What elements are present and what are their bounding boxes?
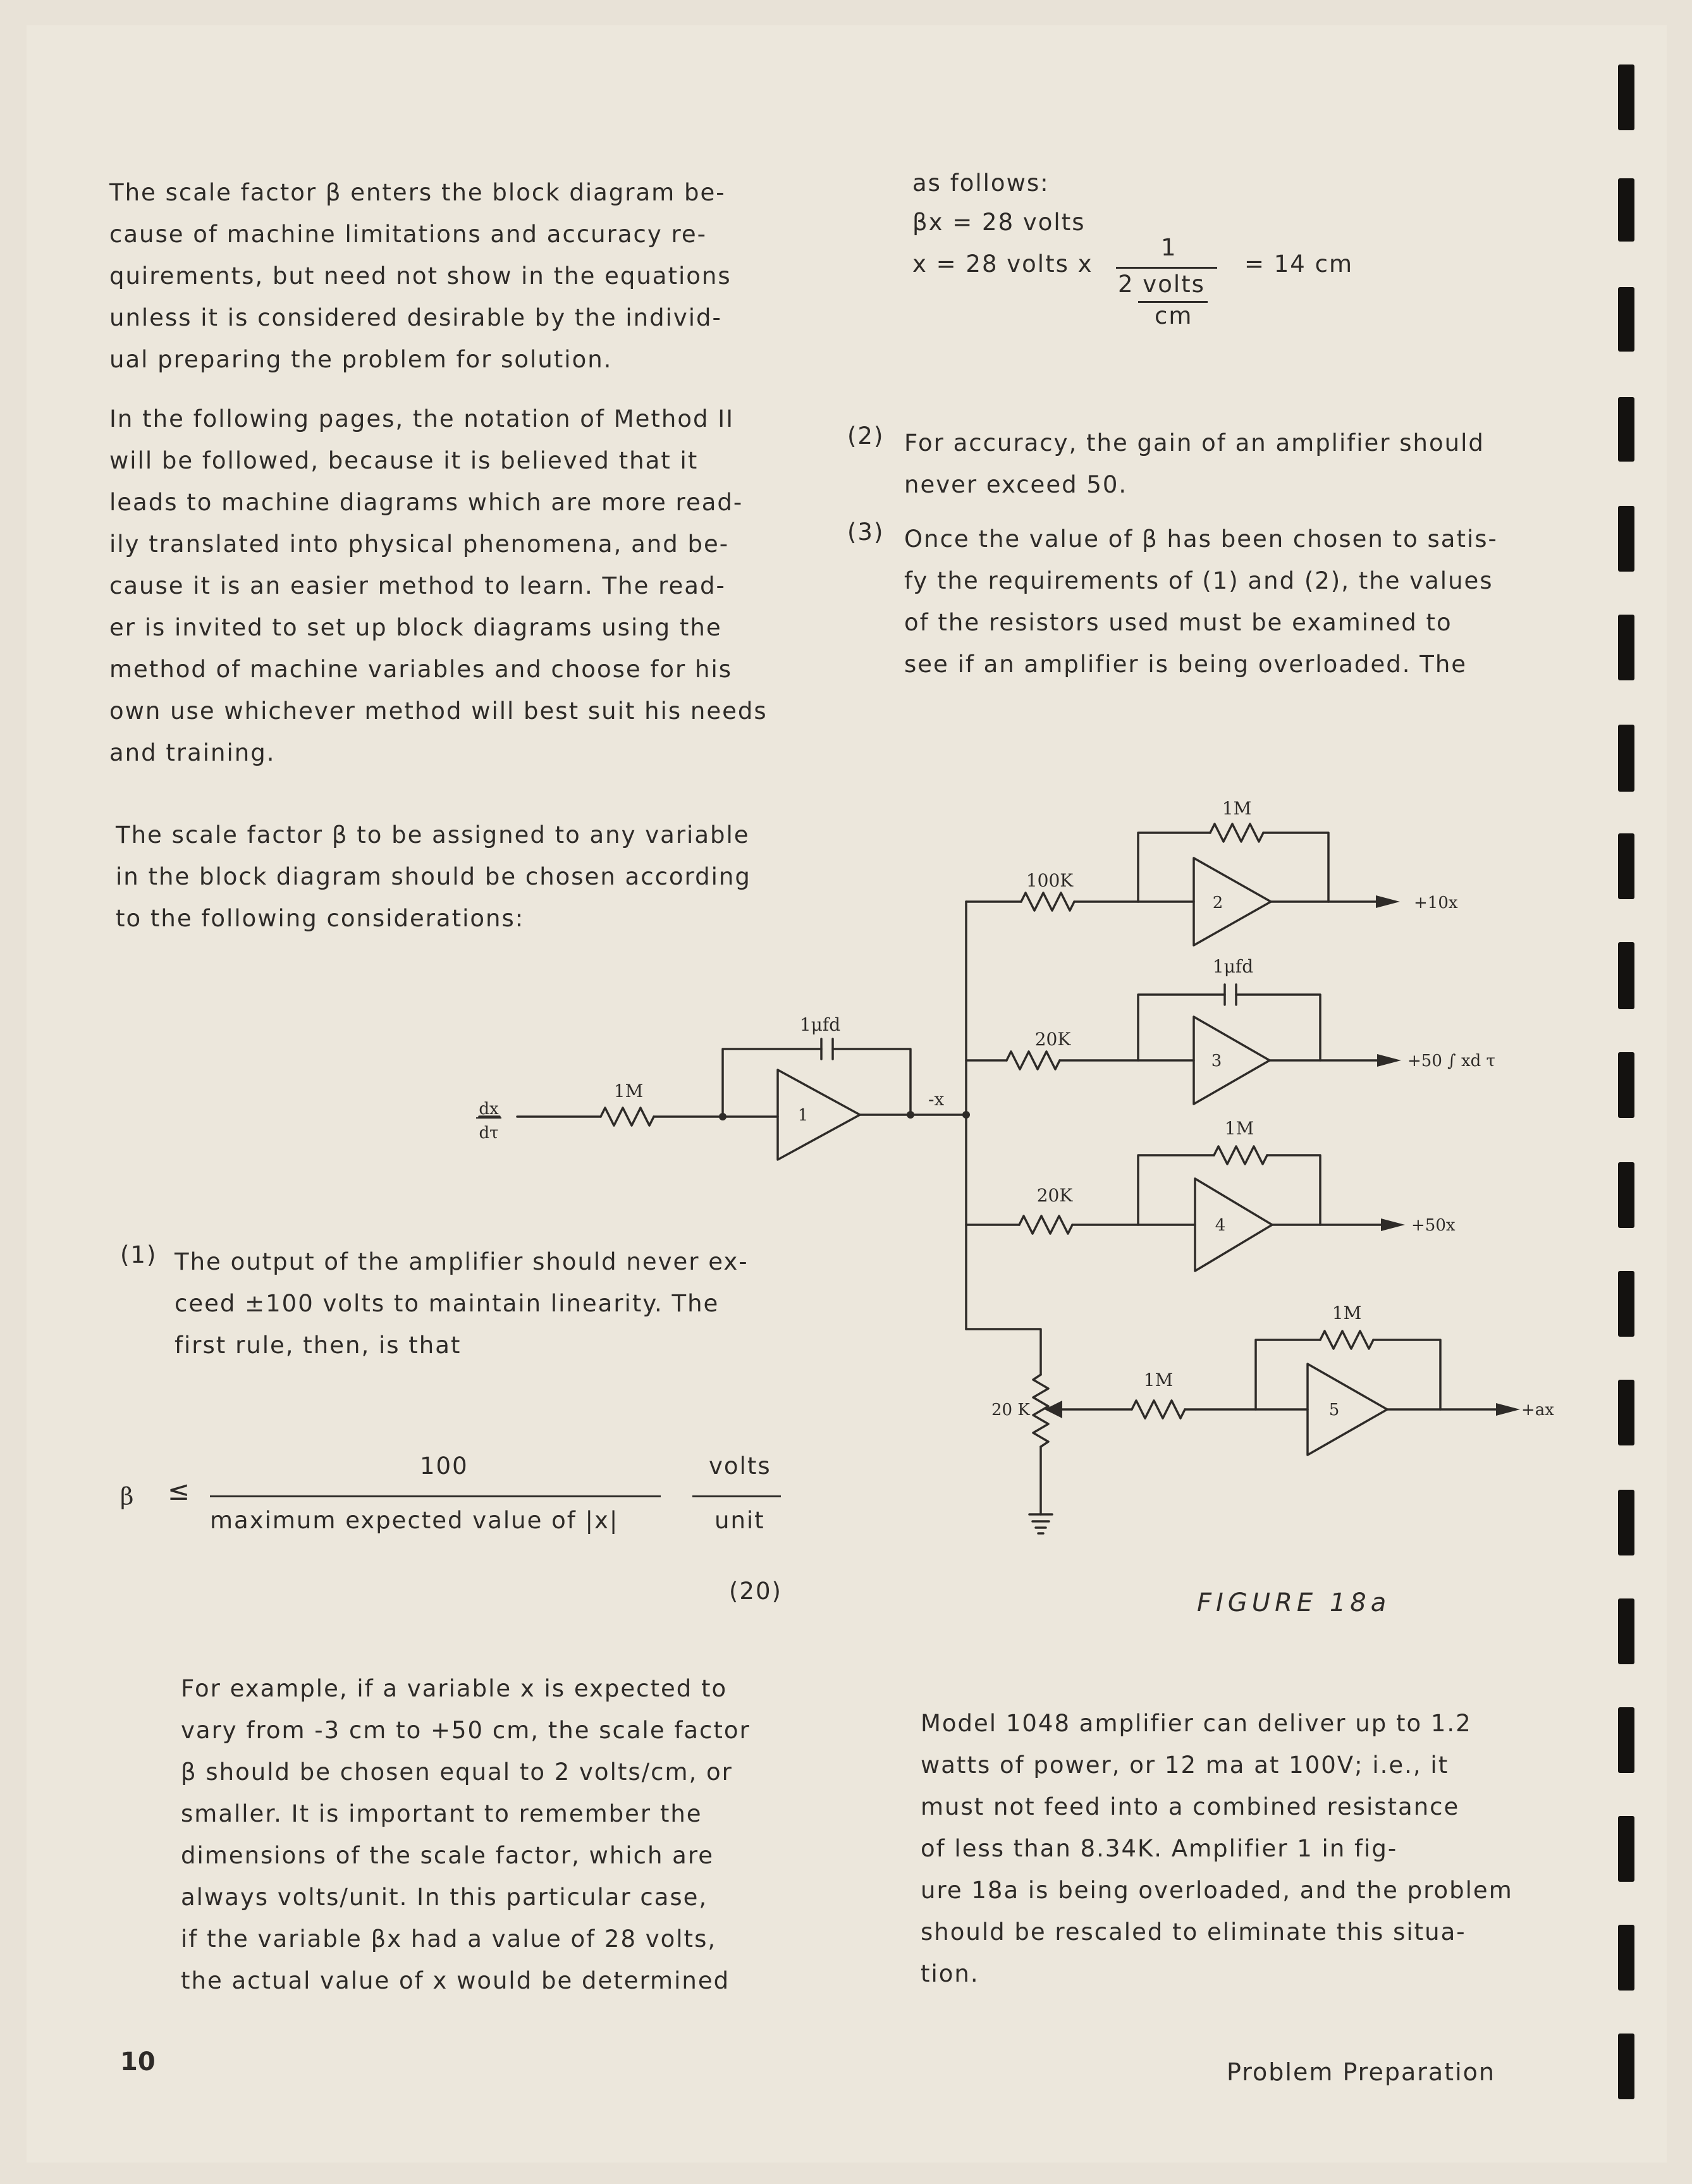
output-arrow: [1376, 895, 1400, 908]
eq-x-lhs: x = 28 volts x: [912, 250, 1093, 278]
label-c1: 1μfd: [799, 1014, 841, 1035]
text-line: of the resistors used must be examined to: [904, 609, 1452, 636]
text-line: must not feed into a combined resistance: [921, 1793, 1460, 1820]
output-arrow: [1377, 1054, 1401, 1067]
junction-dot: [907, 1111, 914, 1119]
text-line: leads to machine diagrams which are more read-: [109, 489, 744, 516]
text-line: watts of power, or 12 ma at 100V; i.e., it: [921, 1751, 1449, 1779]
input-label-denominator: dτ: [479, 1124, 499, 1143]
binding-strip: [1618, 942, 1634, 1009]
text-line: The scale factor β enters the block diagram be-: [109, 179, 726, 206]
text-line: In the following pages, the notation of Method II: [109, 405, 735, 433]
right-intro: as follows:: [912, 169, 1050, 197]
text-line: first rule, then, is that: [175, 1332, 462, 1359]
eq-x-frac-den-num: 2 volts: [1118, 271, 1205, 298]
text-line: The output of the amplifier should never ex-: [175, 1248, 749, 1275]
resistor-20k-4: [1019, 1216, 1072, 1234]
item-3-number: (3): [847, 518, 885, 546]
amplifier-3: [1194, 1017, 1270, 1104]
eq20-unit-numerator: volts: [709, 1452, 771, 1480]
eq20-denominator: maximum expected value of |x|: [210, 1507, 619, 1534]
label-r-in2: 100K: [1026, 870, 1074, 891]
text-line: cause of machine limitations and accuracy re-: [109, 221, 708, 248]
binding-strip: [1618, 1162, 1634, 1228]
binding-strip: [1618, 1490, 1634, 1555]
label-output-2: +10x: [1414, 893, 1458, 912]
text-line: of less than 8.34K. Amplifier 1 in fig-: [921, 1835, 1398, 1862]
text-line: will be followed, because it is believed that it: [109, 447, 699, 474]
item-1-number: (1): [120, 1241, 157, 1268]
wire: [1267, 1155, 1320, 1225]
text-line: er is invited to set up block diagrams using the: [109, 614, 722, 641]
label-amp-1: 1: [797, 1106, 809, 1125]
eq20-relation: ≤: [168, 1475, 192, 1506]
wire: [1138, 1155, 1214, 1225]
text-line: if the variable βx had a value of 28 volts,: [181, 1925, 717, 1953]
eq20-numerator: 100: [420, 1452, 469, 1480]
label-c-fb3: 1μfd: [1212, 956, 1254, 977]
label-node-x: -x: [928, 1089, 945, 1110]
binding-strip: [1618, 178, 1634, 242]
label-output-4: +50x: [1411, 1216, 1456, 1235]
input-label-numerator: dx: [479, 1100, 499, 1119]
pot-wiper-arrow: [1045, 1401, 1062, 1418]
eq-beta-x: βx = 28 volts: [912, 209, 1086, 236]
binding-strip: [1618, 1598, 1634, 1664]
wire: [966, 1329, 1041, 1375]
text-line: The scale factor β to be assigned to any variable: [116, 821, 750, 849]
binding-strip: [1618, 1707, 1634, 1773]
text-line: smaller. It is important to remember the: [181, 1800, 702, 1827]
eq-x-frac-den-den: cm: [1155, 302, 1193, 329]
wire: [1138, 833, 1210, 902]
junction-dot: [962, 1111, 970, 1119]
label-r-in: 1M: [613, 1081, 644, 1101]
text-line: ure 18a is being overloaded, and the problem: [921, 1877, 1513, 1904]
item-2-number: (2): [847, 422, 885, 450]
right-paragraph-5: [921, 1703, 1513, 1995]
text-line: For accuracy, the gain of an amplifier should: [904, 429, 1485, 457]
text-line: to the following considerations:: [116, 905, 525, 932]
resistor-1m-fb5: [1320, 1331, 1373, 1349]
resistor-1m-fb2: [1210, 824, 1263, 842]
amplifier-5: [1308, 1364, 1387, 1455]
amplifier-4: [1195, 1179, 1272, 1271]
binding-strip: [1618, 397, 1634, 462]
text-line: ily translated into physical phenomena, and be-: [109, 531, 730, 558]
text-line: and training.: [109, 739, 276, 766]
label-r-in5: 1M: [1143, 1370, 1174, 1390]
binding-strip: [1618, 615, 1634, 680]
wire: [1236, 995, 1320, 1060]
page-number: 10: [120, 2047, 156, 2077]
label-pot: 20 K: [991, 1401, 1030, 1420]
text-line: tion.: [921, 1960, 979, 1987]
binding-strip: [1618, 64, 1634, 130]
eq-x-frac-num: 1: [1161, 234, 1177, 261]
resistor-r-in: [601, 1108, 654, 1126]
text-line: fy the requirements of (1) and (2), the values: [904, 567, 1493, 594]
text-line: ual preparing the problem for solution.: [109, 346, 613, 373]
label-amp-5: 5: [1328, 1401, 1340, 1420]
eq20-lhs: β: [120, 1483, 135, 1510]
text-line: method of machine variables and choose for his: [109, 656, 733, 683]
eq20-number: (20): [729, 1578, 782, 1605]
binding-strip: [1618, 725, 1634, 792]
text-line: never exceed 50.: [904, 471, 1128, 498]
label-output-3: +50 ∫ xd τ: [1407, 1052, 1495, 1071]
wire: [1256, 1340, 1320, 1409]
label-r-in3: 20K: [1034, 1029, 1071, 1050]
binding-strip: [1618, 833, 1634, 899]
label-amp-2: 2: [1212, 893, 1223, 912]
wire: [1373, 1340, 1440, 1409]
text-line: vary from -3 cm to +50 cm, the scale factor: [181, 1717, 751, 1744]
figure-caption: FIGURE 18a: [1197, 1588, 1391, 1617]
label-r-fb5: 1M: [1332, 1303, 1362, 1323]
label-output-5: +ax: [1521, 1401, 1554, 1420]
binding-strip: [1618, 1816, 1634, 1882]
junction-dot: [719, 1113, 726, 1120]
label-r-fb4: 1M: [1224, 1118, 1254, 1139]
binding-strip: [1618, 1271, 1634, 1337]
eq20-unit-denominator: unit: [714, 1507, 765, 1534]
amplifier-1: [778, 1070, 860, 1160]
text-line: own use whichever method will best suit his needs: [109, 697, 768, 725]
output-arrow: [1496, 1403, 1520, 1416]
binding-strip: [1618, 506, 1634, 572]
text-line: in the block diagram should be chosen according: [116, 863, 751, 890]
output-arrow: [1381, 1218, 1405, 1231]
text-line: Model 1048 amplifier can deliver up to 1.2: [921, 1710, 1472, 1737]
text-line: quirements, but need not show in the equations: [109, 262, 732, 290]
resistor-1m-fb4: [1214, 1146, 1267, 1164]
resistor-20k-3: [1007, 1052, 1060, 1069]
binding-strip: [1618, 2034, 1634, 2099]
text-line: dimensions of the scale factor, which are: [181, 1842, 714, 1869]
label-r-in4: 20K: [1036, 1185, 1073, 1206]
label-amp-4: 4: [1215, 1216, 1226, 1235]
wire: [1263, 833, 1328, 902]
text-line: ceed ±100 volts to maintain linearity. The: [175, 1290, 720, 1317]
label-r-fb2: 1M: [1222, 798, 1252, 819]
resistor-1m-in5: [1132, 1401, 1185, 1418]
binding-strip: [1618, 1925, 1634, 1991]
text-line: Once the value of β has been chosen to satis-: [904, 525, 1498, 553]
text-line: unless it is considered desirable by the individ-: [109, 304, 722, 331]
text-line: should be rescaled to eliminate this situa-: [921, 1918, 1466, 1946]
text-line: β should be chosen equal to 2 volts/cm, or: [181, 1758, 733, 1786]
amplifier-2: [1194, 858, 1271, 945]
text-line: cause it is an easier method to learn. The read-: [109, 572, 726, 599]
page-footer: Problem Preparation: [1227, 2058, 1495, 2086]
resistor-100k: [1021, 893, 1074, 911]
potentiometer: [1033, 1375, 1048, 1447]
wire: [833, 1049, 910, 1115]
text-line: the actual value of x would be determined: [181, 1967, 730, 1994]
eq-x-result: = 14 cm: [1244, 250, 1353, 278]
text-line: For example, if a variable x is expected to: [181, 1675, 728, 1702]
label-amp-3: 3: [1211, 1052, 1222, 1071]
text-line: see if an amplifier is being overloaded. The: [904, 651, 1468, 678]
binding-strip: [1618, 1052, 1634, 1118]
binding-strip: [1618, 287, 1634, 352]
binding-strip: [1618, 1380, 1634, 1445]
text-line: always volts/unit. In this particular case,: [181, 1884, 708, 1911]
